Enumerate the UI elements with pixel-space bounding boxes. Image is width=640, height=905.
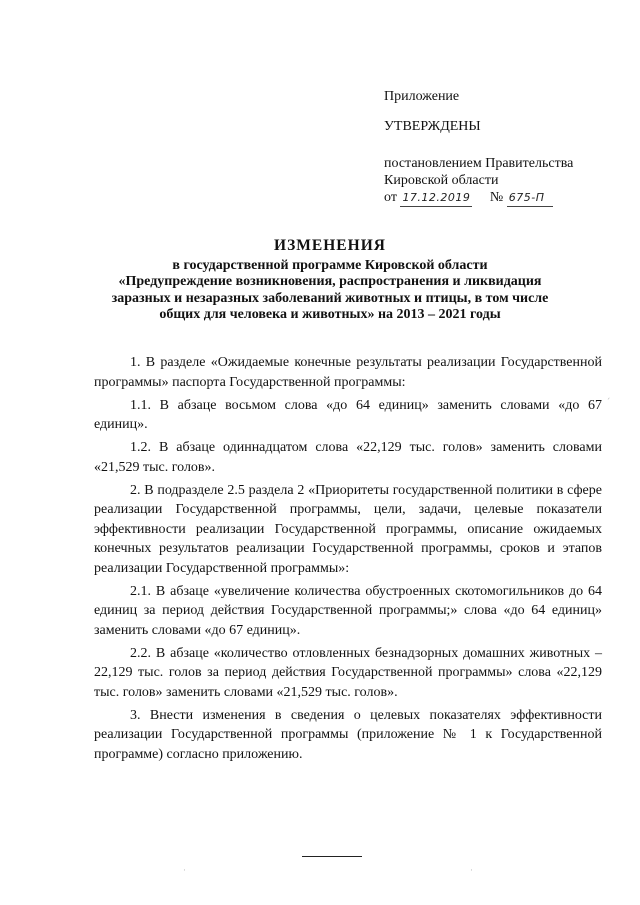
document-body [94,353,602,768]
document-title-block [90,238,570,324]
number-prefix: № [489,190,504,205]
paragraph-1-1: 1.1. В абзаце восьмом слова «до 64 единиц» заменить словами «до 67 единиц». [94,397,602,432]
handwritten-date: 17.12.2019 [400,189,472,207]
paragraph-2: 2. В подразделе 2.5 раздела 2 «Приоритеты государственной политики в сфере реализации Государственной программы, цели, задачи, целевые показатели эффективности реализации Государственной программы, описание ожидаемых конечных результатов реализации Государственной программы, сроков и этапов реализации Государственной программы»: [94,482,602,576]
approval-stamp-block [384,88,624,207]
title-line-2: «Предупреждение возникновения, распространения и ликвидация [118,274,542,289]
approved-label: УТВЕРЖДЕНЫ [384,119,481,134]
appendix-label: Приложение [384,89,460,104]
resolution-line-1: постановлением Правительства [384,156,574,171]
end-separator-line [302,856,362,857]
resolution-date-number-line [384,189,624,207]
title-line-4: общих для человека и животных» на 2013 – 2021 годы [159,307,501,322]
from-prefix: от [384,190,397,205]
paragraph-3: 3. Внести изменения в сведения о целевых показателях эффективности реализации Государственной программы (приложение № 1 к Государственной программе) согласно приложению. [94,707,602,762]
paragraph-1-2: 1.2. В абзаце одиннадцатом слова «22,129 тыс. голов» заменить словами «21,529 тыс. голов». [94,440,602,475]
paragraph-2-1: 2.1. В абзаце «увеличение количества обустроенных скотомогильников до 64 единиц за период действия Государственной программы;» слова «до 64 единиц» заменить словами «до 67 единиц». [94,583,602,638]
paragraph-2-2: 2.2. В абзаце «количество отловленных безнадзорных домашних животных – 22,129 тыс. голов за период действия Государственной программы» слова «22,129 тыс. голов» заменить словами «21,529 тыс. голов». [94,645,602,700]
title-line-3: заразных и незаразных заболеваний животных и птицы, в том числе [111,290,549,306]
scan-speck: · [470,866,473,876]
scan-speck: ´ [606,398,611,408]
document-title: ИЗМЕНЕНИЯ [274,237,386,254]
resolution-line-2: Кировской области [384,173,499,188]
title-line-1: в государственной программе Кировской области [172,257,488,273]
handwritten-number: 675-П [507,189,553,207]
scan-speck: · [183,866,186,876]
paragraph-1: 1. В разделе «Ожидаемые конечные результаты реализации Государственной программы» паспорта Государственной программы: [94,355,602,390]
